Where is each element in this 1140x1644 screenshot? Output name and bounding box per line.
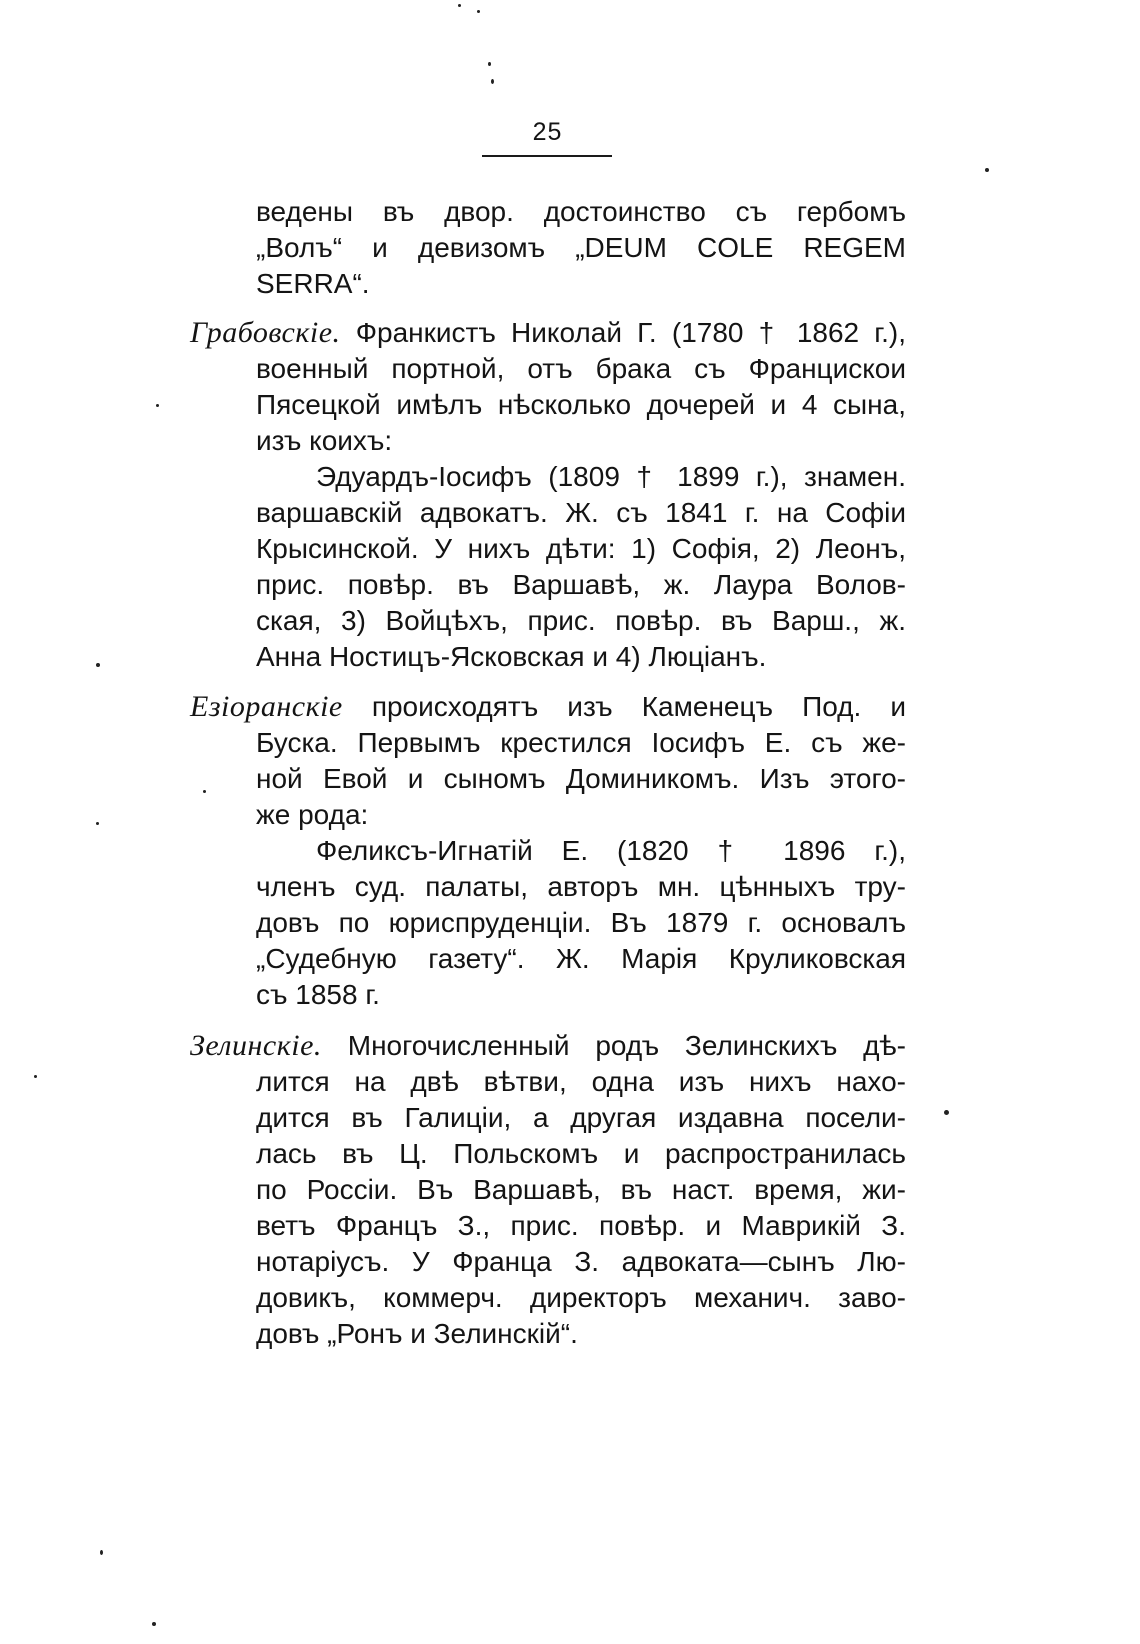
- text-line: дится въ Галиціи, а другая издавна посели-: [256, 1102, 906, 1133]
- scan-speck: [488, 62, 491, 66]
- entry-name-ezioranski: Езіоранскіе: [190, 690, 343, 723]
- entry-name-zelinski: Зелинскіе.: [190, 1029, 322, 1062]
- scan-speck: [100, 1550, 103, 1555]
- scan-speck: [96, 822, 99, 825]
- text-line: Эдуардъ-Іосифъ (1809 † 1899 г.), знамен.: [316, 461, 906, 492]
- text-line: ной Евой и сыномъ Доминикомъ. Изъ этого-: [256, 763, 906, 794]
- scan-speck: [203, 790, 206, 793]
- entry-text: Франкистъ Николай Г. (1780 † 1862 г.),: [340, 317, 906, 348]
- scan-speck: [458, 4, 461, 7]
- entry-grabowski-first-line: [190, 314, 906, 352]
- entry-text: Многочисленный родъ Зелинскихъ дѣ-: [321, 1030, 906, 1061]
- text-line: съ 1858 г.: [256, 979, 380, 1010]
- text-line: „Судебную газету“. Ж. Марія Круликовская: [256, 943, 906, 974]
- entry-name-grabowski: Грабовскіе.: [190, 316, 341, 349]
- text-line: лится на двѣ вѣтви, одна изъ нихъ нахо-: [256, 1066, 906, 1097]
- scan-speck: [34, 1075, 37, 1078]
- text-line: довикъ, коммерч. директоръ механич. заво-: [256, 1282, 906, 1313]
- text-line: по Россіи. Въ Варшавѣ, въ наст. время, жи-: [256, 1174, 906, 1205]
- text-line: лась въ Ц. Польскомъ и распространилась: [256, 1138, 906, 1169]
- text-line: военный портной, отъ брака съ Францискои: [256, 353, 906, 384]
- text-line: ведены въ двор. достоинство съ гербомъ: [256, 196, 906, 227]
- text-line: довъ „Ронъ и Зелинскій“.: [256, 1318, 578, 1349]
- entry-text: происходятъ изъ Каменецъ Под. и: [342, 691, 906, 722]
- page-number: 25: [532, 118, 563, 146]
- scan-speck: [477, 10, 480, 13]
- text-line: ветъ Францъ З., прис. повѣр. и Маврикій З.: [256, 1210, 906, 1241]
- scan-speck: [491, 79, 494, 84]
- text-line: членъ суд. палаты, авторъ мн. цѣнныхъ тру-: [256, 871, 906, 902]
- scan-speck: [944, 1110, 949, 1115]
- scan-speck: [152, 1622, 156, 1626]
- text-line: SERRA“.: [256, 268, 370, 299]
- text-line: „Волъ“ и девизомъ „DEUM COLE REGEM: [256, 232, 906, 263]
- text-line: Пясецкой имѣлъ нѣсколько дочерей и 4 сына,: [256, 389, 906, 420]
- scan-speck: [985, 168, 989, 172]
- scan-speck: [96, 663, 100, 667]
- text-line: Крысинской. У нихъ дѣти: 1) Софія, 2) Леонъ,: [256, 533, 906, 564]
- text-line: Феликсъ-Игнатій Е. (1820 † 1896 г.),: [316, 835, 906, 866]
- entry-ezioranski-first-line: [190, 688, 906, 726]
- scan-speck: [156, 404, 159, 407]
- text-line: варшавскій адвокатъ. Ж. съ 1841 г. на Софіи: [256, 497, 906, 528]
- text-line: Анна Ностицъ-Ясковская и 4) Люціанъ.: [256, 641, 767, 672]
- entry-zelinski-first-line: [190, 1027, 906, 1065]
- text-line: Буска. Первымъ крестился Іосифъ Е. съ же-: [256, 727, 906, 758]
- text-line: довъ по юриспруденціи. Въ 1879 г. основалъ: [256, 907, 906, 938]
- text-line: же рода:: [256, 799, 369, 830]
- text-line: изъ коихъ:: [256, 425, 393, 456]
- page-number-rule: [482, 155, 612, 157]
- text-line: нотаріусъ. У Франца З. адвоката—сынъ Лю-: [256, 1246, 906, 1277]
- text-line: прис. повѣр. въ Варшавѣ, ж. Лаура Волов-: [256, 569, 906, 600]
- text-line: ская, 3) Войцѣхъ, прис. повѣр. въ Варш., ж.: [256, 605, 906, 636]
